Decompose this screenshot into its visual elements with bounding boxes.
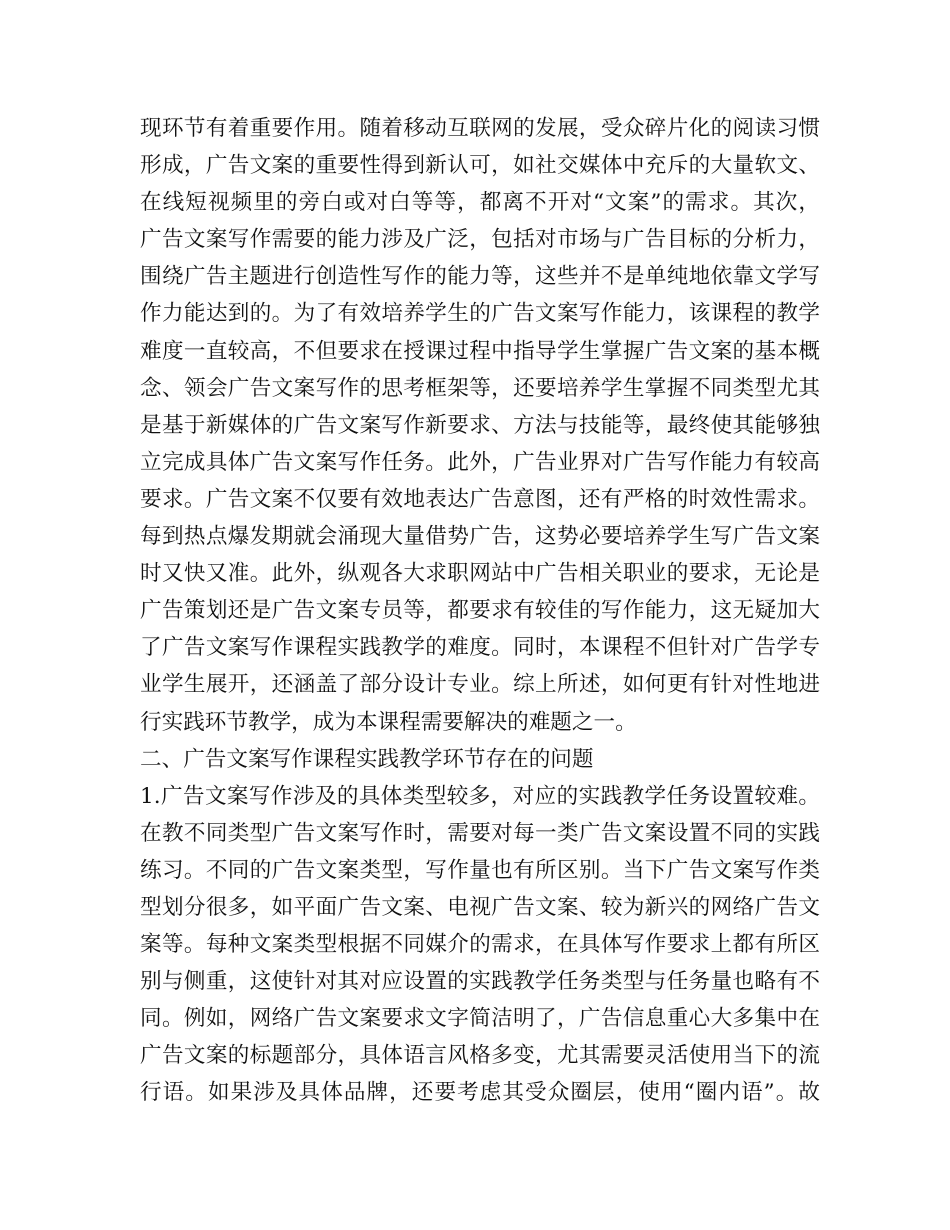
- text-line: 每到热点爆发期就会涌现大量借势广告，这势必要培养学生写广告文案: [140, 524, 820, 550]
- text-line: 广告策划还是广告文案专员等，都要求有较佳的写作能力，这无疑加大: [140, 598, 820, 624]
- text-line: 广告文案的标题部分，具体语言风格多变，尤其需要灵活使用当下的流: [140, 1043, 820, 1069]
- body-text: [140, 110, 820, 1112]
- text-line: 立完成具体广告文案写作任务。此外，广告业界对广告写作能力有较高: [140, 449, 820, 475]
- text-line: 要求。广告文案不仅要有效地表达广告意图，还有严格的时效性需求。: [140, 486, 820, 512]
- paragraph-end-line: 行实践环节教学，成为本课程需要解决的难题之一。: [140, 709, 637, 735]
- text-line: 同。例如，网络广告文案要求文字简洁明了，广告信息重心大多集中在: [140, 1006, 820, 1032]
- text-line: 时又快又准。此外，纵观各大求职网站中广告相关职业的要求，无论是: [140, 561, 820, 587]
- section-heading: 二、广告文案写作课程实践教学环节存在的问题: [140, 746, 594, 772]
- text-line: 业学生展开，还涵盖了部分设计专业。综上所述，如何更有针对性地进: [140, 672, 820, 698]
- text-line: 型划分很多，如平面广告文案、电视广告文案、较为新兴的网络广告文: [140, 894, 820, 920]
- text-line: 广告文案写作需要的能力涉及广泛，包括对市场与广告目标的分析力，: [140, 227, 820, 253]
- text-line: 作力能达到的。为了有效培养学生的广告文案写作能力，该课程的教学: [140, 301, 820, 327]
- text-line: 形成，广告文案的重要性得到新认可，如社交媒体中充斥的大量软文、: [140, 153, 820, 179]
- text-line: 了广告文案写作课程实践教学的难度。同时，本课程不但针对广告学专: [140, 635, 820, 661]
- text-line: 在线短视频里的旁白或对白等等，都离不开对“文案”的需求。其次，: [140, 190, 820, 216]
- text-line: 围绕广告主题进行创造性写作的能力等，这些并不是单纯地依靠文学写: [140, 264, 820, 290]
- text-line: 现环节有着重要作用。随着移动互联网的发展，受众碎片化的阅读习惯: [140, 116, 820, 141]
- text-line: 行语。如果涉及具体品牌，还要考虑其受众圈层，使用“圈内语”。故: [140, 1080, 820, 1106]
- text-line: 案等。每种文案类型根据不同媒介的需求，在具体写作要求上都有所区: [140, 932, 820, 958]
- text-line: 练习。不同的广告文案类型，写作量也有所区别。当下广告文案写作类: [140, 857, 820, 883]
- text-line: 念、领会广告文案写作的思考框架等，还要培养学生掌握不同类型尤其: [140, 375, 820, 401]
- text-line: 难度一直较高，不但要求在授课过程中指导学生掌握广告文案的基本概: [140, 338, 820, 364]
- text-line: 别与侧重，这使针对其对应设置的实践教学任务类型与任务量也略有不: [140, 969, 820, 995]
- text-line: 是基于新媒体的广告文案写作新要求、方法与技能等，最终使其能够独: [140, 412, 820, 438]
- subsection-heading: 1.广告文案写作涉及的具体类型较多，对应的实践教学任务设置较难。: [140, 783, 820, 809]
- text-line: 在教不同类型广告文案写作时，需要对每一类广告文案设置不同的实践: [140, 820, 820, 846]
